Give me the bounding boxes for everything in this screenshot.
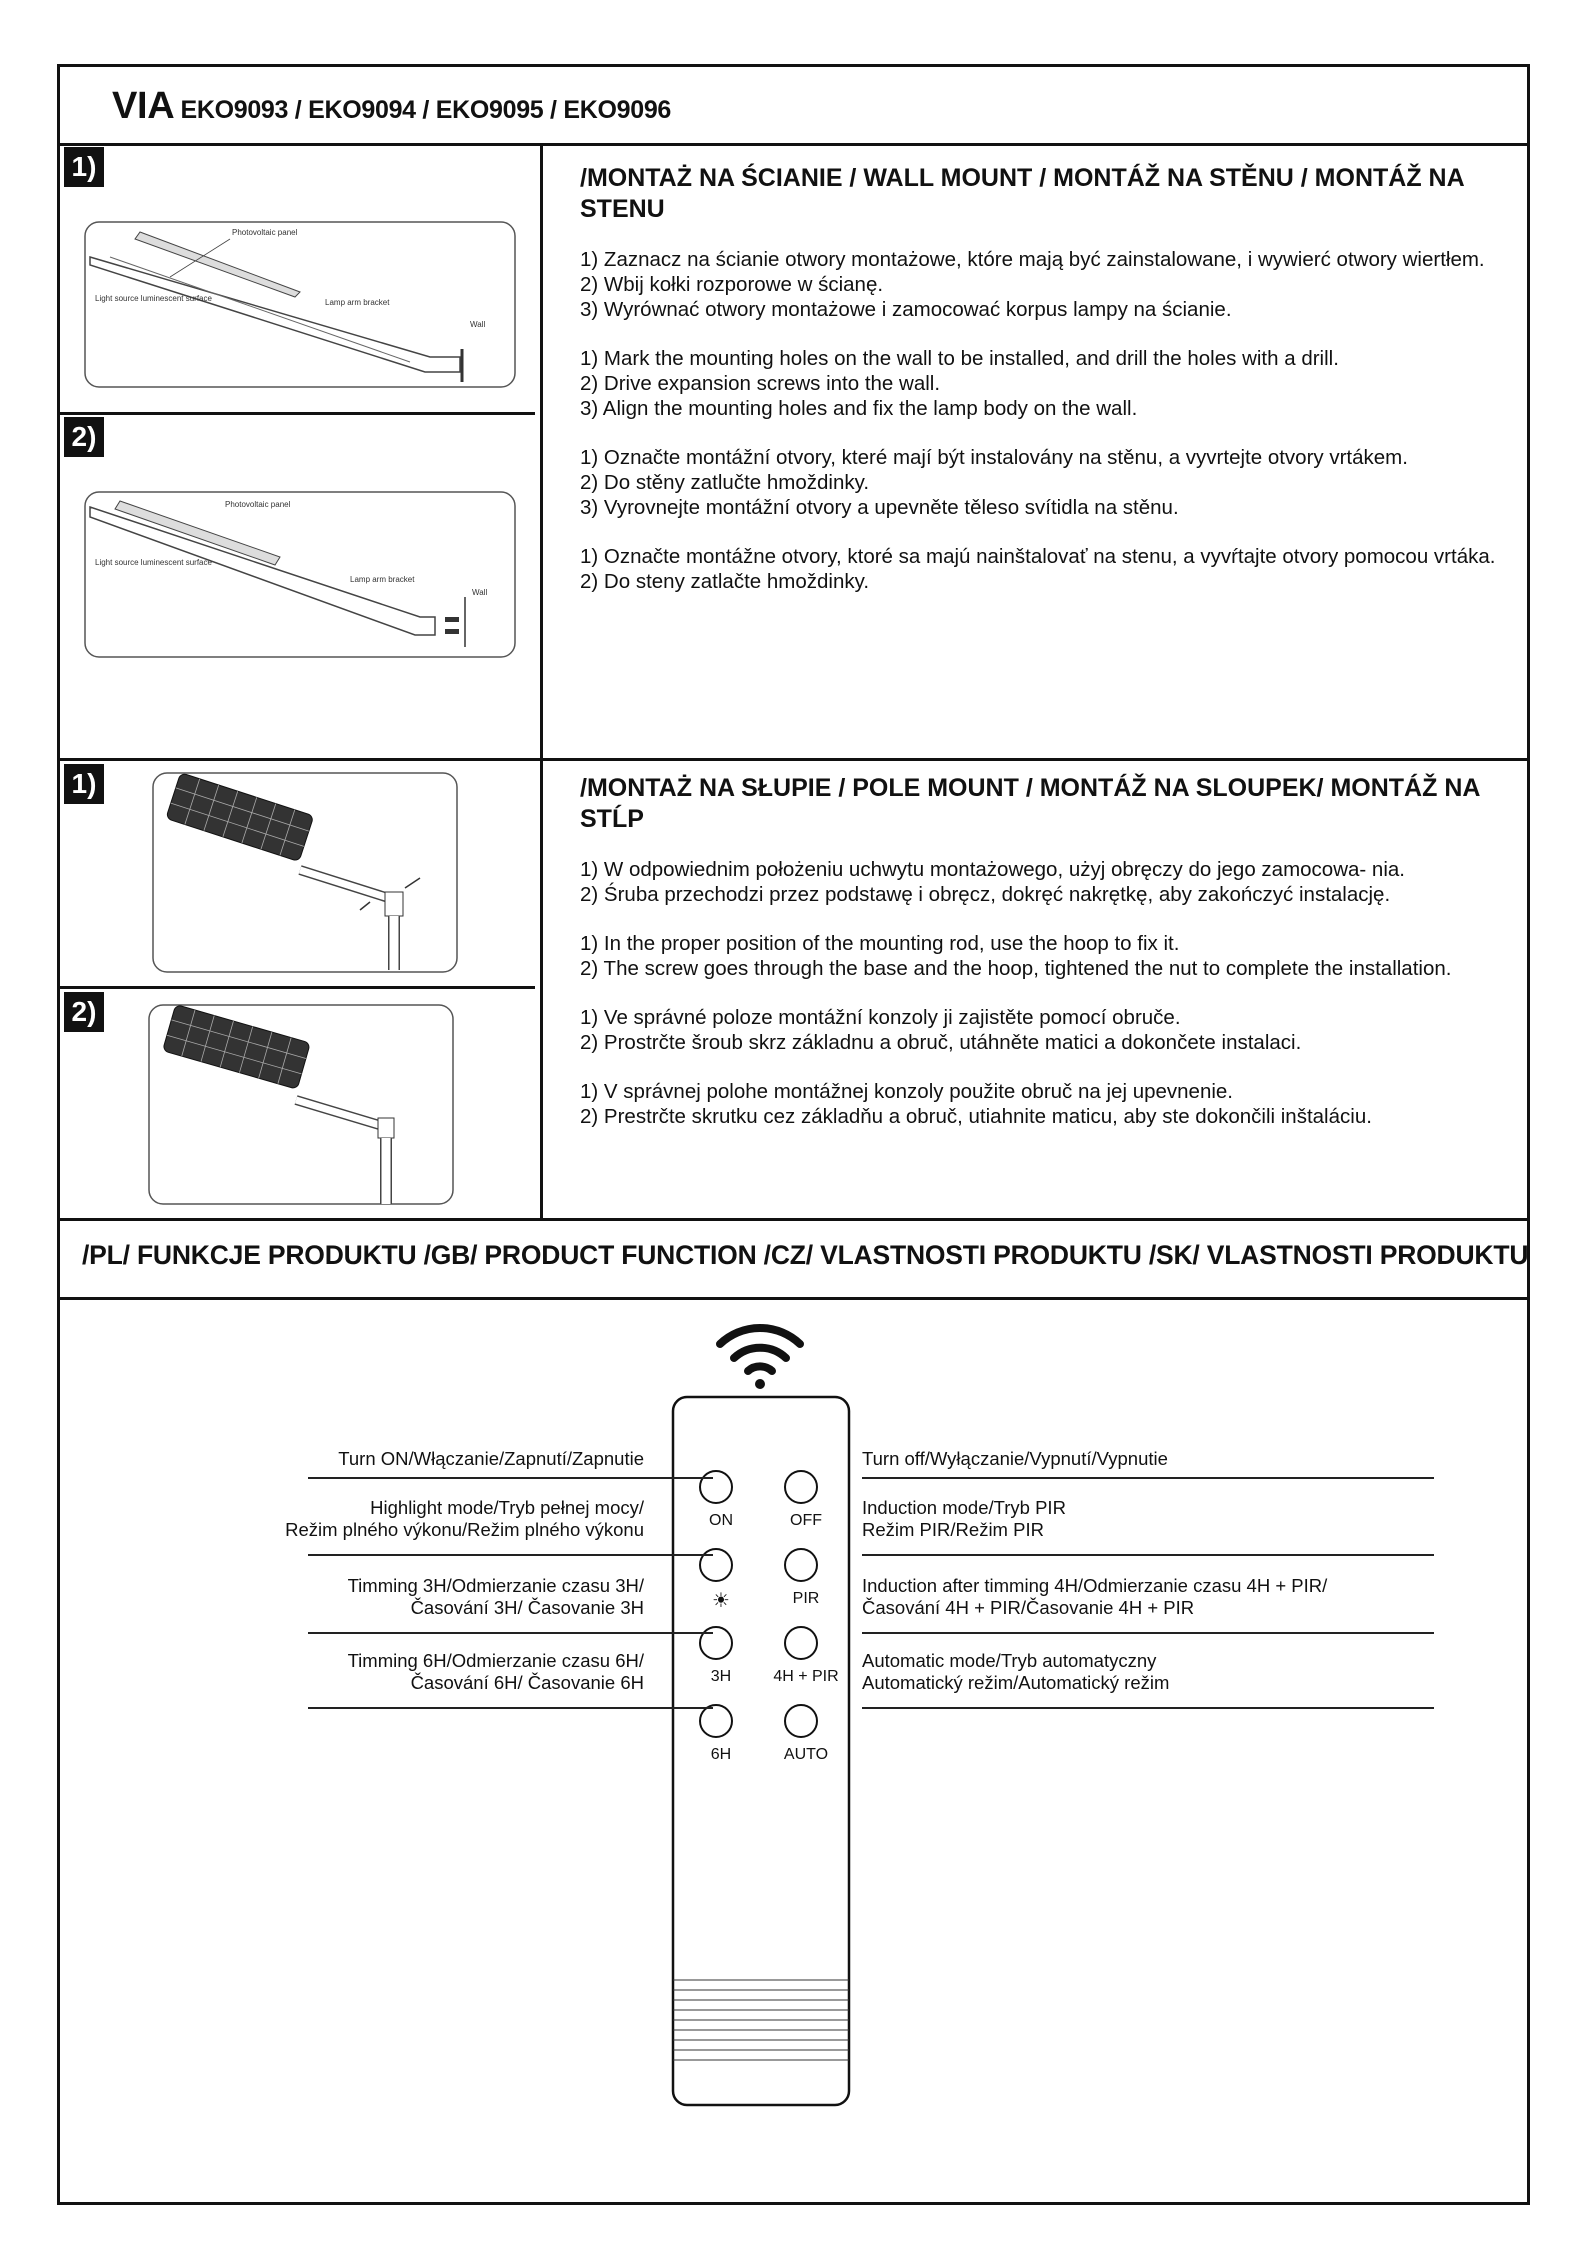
text-line: Režim plného výkonu/Režim plného výkonu <box>285 1519 644 1540</box>
label-rule <box>862 1632 1434 1634</box>
wall-mount-en <box>580 346 1510 421</box>
model-numbers: EKO9093 / EKO9094 / EKO9095 / EKO9096 <box>180 96 672 124</box>
label-lamp-arm-bracket: Lamp arm bracket <box>325 298 390 307</box>
step-badge-1: 1) <box>64 764 104 804</box>
functions-heading: /PL/ FUNKCJE PRODUKTU /GB/ PRODUCT FUNCTION /CZ/ VLASTNOSTI PRODUKTU /SK/ VLASTNOSTI PRODUKTU <box>82 1240 1529 1270</box>
label-light-source: Light source luminescent surface <box>95 558 212 567</box>
label-lamp-arm-bracket: Lamp arm bracket <box>350 575 415 584</box>
label-rule <box>862 1707 1434 1709</box>
page-frame <box>57 64 1530 2205</box>
text-line: 1) Označte montážne otvory, ktoré sa majú nainštalovať na stenu, a vyvŕtajte otvory pomocou vrtáka. <box>580 545 1496 568</box>
text-line: 2) Do stěny zatlučte hmoždinky. <box>580 471 870 494</box>
function-label-on <box>184 1448 644 1470</box>
divider <box>60 758 1527 761</box>
text-line: 3) Align the mounting holes and fix the lamp body on the wall. <box>580 397 1138 420</box>
on-button-label: ON <box>709 1512 733 1529</box>
wall-mount-sk <box>580 544 1510 594</box>
text-line: Automatický režim/Automatický režim <box>862 1672 1170 1693</box>
label-rule <box>862 1554 1434 1556</box>
column-divider <box>540 758 543 1218</box>
text-line: Časování 4H + PIR/Časovanie 4H + PIR <box>862 1597 1195 1618</box>
pole-mount-heading: /MONTAŻ NA SŁUPIE / POLE MOUNT / MONTÁŽ NA SLOUPEK/ MONTÁŽ NA STĹP <box>580 774 1480 833</box>
text-line: Turn ON/Włączanie/Zapnutí/Zapnutie <box>338 1448 644 1469</box>
pole-mount-pl <box>580 857 1510 907</box>
off-button-label: OFF <box>790 1512 822 1529</box>
function-label-6h <box>184 1650 644 1694</box>
text-line: 1) Zaznacz na ścianie otwory montażowe, które mają być zainstalowane, i wywierć otwory wiertłem. <box>580 248 1485 271</box>
3h-button-label: 3H <box>710 1668 732 1685</box>
label-photovoltaic-panel: Photovoltaic panel <box>232 228 298 237</box>
wall-mount-cz <box>580 445 1510 520</box>
function-label-highlight <box>184 1497 644 1541</box>
divider <box>60 1218 1527 1221</box>
pole-mount-en <box>580 931 1510 981</box>
text-line: 2) The screw goes through the base and the hoop, tightened the nut to complete the installation. <box>580 957 1452 980</box>
column-divider <box>540 143 543 758</box>
function-label-pir <box>862 1497 1442 1541</box>
step-badge-2: 2) <box>64 992 104 1032</box>
text-line: Automatic mode/Tryb automatyczny <box>862 1650 1157 1671</box>
label-rule <box>308 1477 713 1479</box>
divider <box>60 986 535 989</box>
text-line: 2) Śruba przechodzi przez podstawę i obręcz, dokręć nakrętkę, aby zakończyć instalację. <box>580 883 1391 906</box>
pir-button-label: PIR <box>792 1590 820 1607</box>
text-line: 2) Prestrčte skrutku cez základňu a obruč, utiahnite maticu, aby ste dokončili inštaláciu. <box>580 1105 1372 1128</box>
text-line: 3) Wyrównać otwory montażowe i zamocować korpus lampy na ścianie. <box>580 298 1232 321</box>
wall-mount-heading: /MONTAŻ NA ŚCIANIE / WALL MOUNT / MONTÁŽ NA STĚNU / MONTÁŽ NA STENU <box>580 164 1464 223</box>
divider <box>60 1297 1527 1300</box>
text-line: 1) Ve správné poloze montážní konzoly ji zajistěte pomocí obruče. <box>580 1006 1181 1029</box>
pole-mount-diagram-1 <box>150 770 460 975</box>
text-line: 1) W odpowiednim położeniu uchwytu montażowego, użyj obręczy do jego zamocowa- nia. <box>580 858 1405 881</box>
wall-mount-diagram-1 <box>80 217 520 392</box>
wall-mount-instructions <box>580 247 1510 618</box>
wall-mount-diagram-2 <box>80 487 520 662</box>
pole-mount-diagram-2 <box>146 1002 456 1207</box>
pole-mount-cz <box>580 1005 1510 1055</box>
text-line: 1) Označte montážní otvory, které mají být instalovány na stěnu, a vyvrtejte otvory vrtákem. <box>580 446 1408 469</box>
step-badge-2: 2) <box>64 417 104 457</box>
divider <box>60 412 535 415</box>
label-rule <box>308 1554 713 1556</box>
6h-button-label: 6H <box>710 1746 732 1763</box>
pole-mount-sk <box>580 1079 1510 1129</box>
label-rule <box>308 1707 713 1709</box>
text-line: Režim PIR/Režim PIR <box>862 1519 1044 1540</box>
document-title <box>112 85 671 128</box>
auto-button-label: AUTO <box>783 1746 829 1763</box>
divider <box>60 143 1527 146</box>
text-line: 2) Wbij kołki rozporowe w ścianę. <box>580 273 884 296</box>
text-line: 2) Prostrčte šroub skrz základnu a obruč, utáhněte matici a dokončete instalaci. <box>580 1031 1302 1054</box>
text-line: Induction mode/Tryb PIR <box>862 1497 1066 1518</box>
label-rule <box>862 1477 1434 1479</box>
brand-name: VIA <box>112 85 175 127</box>
text-line: Časování 6H/ Časovanie 6H <box>410 1672 644 1693</box>
step-badge-1: 1) <box>64 147 104 187</box>
label-wall: Wall <box>470 320 486 329</box>
function-label-3h <box>184 1575 644 1619</box>
remote-control <box>665 1312 855 2112</box>
pole-mount-instructions <box>580 857 1510 1153</box>
text-line: Timming 3H/Odmierzanie czasu 3H/ <box>347 1575 644 1596</box>
text-line: 1) Mark the mounting holes on the wall to be installed, and drill the holes with a drill. <box>580 347 1339 370</box>
label-light-source: Light source luminescent surface <box>95 294 212 303</box>
4h-pir-button-label: 4H + PIR <box>773 1668 839 1685</box>
wifi-icon <box>720 1328 800 1389</box>
text-line: Highlight mode/Tryb pełnej mocy/ <box>370 1497 644 1518</box>
function-label-auto <box>862 1650 1442 1694</box>
label-wall: Wall <box>472 588 488 597</box>
wall-mount-pl <box>580 247 1510 322</box>
function-label-off <box>862 1448 1442 1470</box>
text-line: 2) Do steny zatlačte hmoždinky. <box>580 570 870 593</box>
text-line: 3) Vyrovnejte montážní otvory a upevněte těleso svítidla na stěnu. <box>580 496 1179 519</box>
text-line: Timming 6H/Odmierzanie czasu 6H/ <box>347 1650 644 1671</box>
text-line: Turn off/Wyłączanie/Vypnutí/Vypnutie <box>862 1448 1168 1469</box>
function-label-4h-pir <box>862 1575 1442 1619</box>
text-line: Časování 3H/ Časovanie 3H <box>410 1597 644 1618</box>
text-line: 1) In the proper position of the mounting rod, use the hoop to fix it. <box>580 932 1180 955</box>
text-line: Induction after timming 4H/Odmierzanie czasu 4H + PIR/ <box>862 1575 1328 1596</box>
text-line: 2) Drive expansion screws into the wall. <box>580 372 941 395</box>
text-line: 1) V správnej polohe montážnej konzoly použite obruč na jej upevnenie. <box>580 1080 1233 1103</box>
label-photovoltaic-panel: Photovoltaic panel <box>225 500 291 509</box>
label-rule <box>308 1632 713 1634</box>
highlight-icon: ☀ <box>712 1590 730 1612</box>
